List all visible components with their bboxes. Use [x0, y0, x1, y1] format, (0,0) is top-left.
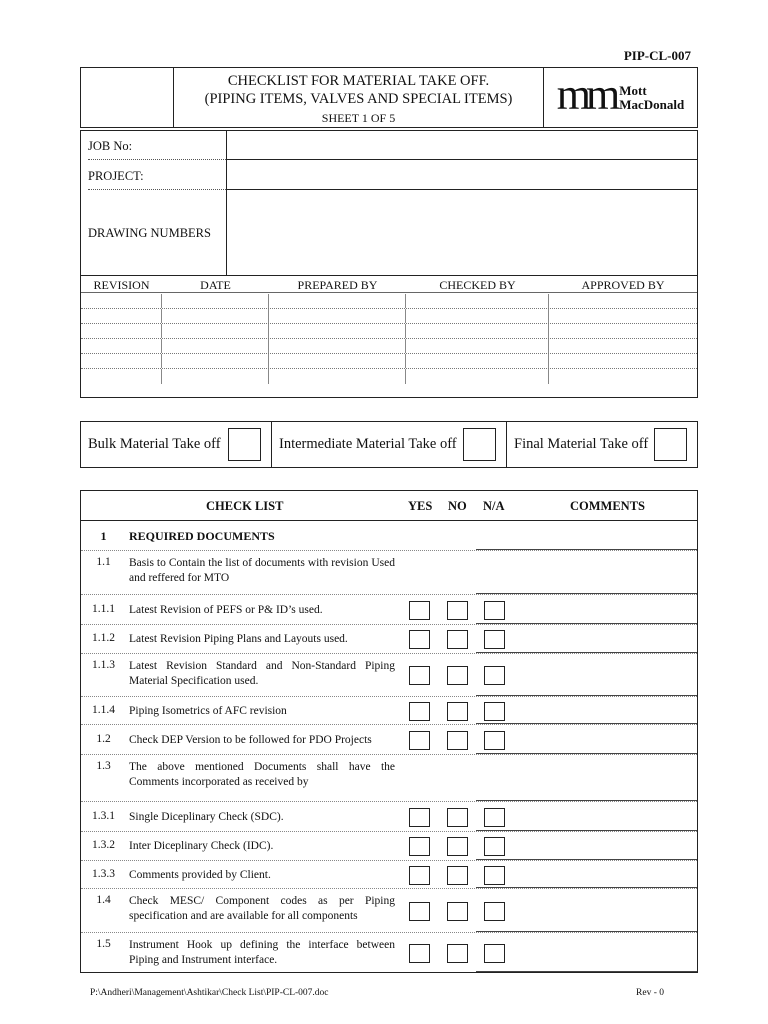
yes-checkbox[interactable]: [409, 666, 430, 685]
logo-line-1: Mott: [619, 82, 647, 98]
item-text: Latest Revision of PEFS or P& ID’s used.: [129, 603, 323, 616]
divider: [81, 275, 697, 276]
checklist-row: [81, 725, 697, 755]
item-number: 1.3: [96, 760, 111, 772]
na-checkbox[interactable]: [484, 944, 505, 963]
item-number: 1.3.2: [92, 839, 115, 851]
yes-checkbox[interactable]: [409, 731, 430, 750]
yes-checkbox[interactable]: [409, 944, 430, 963]
comments-field[interactable]: [476, 859, 697, 860]
yes-checkbox[interactable]: [409, 837, 430, 856]
item-number: 1.1.1: [92, 602, 115, 615]
checklist-header: [81, 499, 697, 515]
drawing-numbers-label: DRAWING NUMBERS: [88, 226, 211, 240]
divider: [88, 189, 226, 190]
header-title-block: [174, 68, 544, 127]
item-text: Latest Revision Standard and Non-Standard Piping Material Specification used.: [129, 660, 395, 687]
checklist-row: [81, 595, 697, 625]
item-text: Basis to Contain the list of documents with revision Used and reffered for MTO: [129, 557, 395, 584]
yes-checkbox[interactable]: [409, 630, 430, 649]
item-number: 1.5: [96, 938, 111, 950]
logo-mark-icon: mm: [556, 69, 616, 119]
title-line-2: (PIPING ITEMS, VALVES AND SPECIAL ITEMS): [204, 91, 513, 107]
yes-checkbox[interactable]: [409, 808, 430, 827]
title-line-1: CHECKLIST FOR MATERIAL TAKE OFF.: [227, 73, 490, 89]
na-checkbox[interactable]: [484, 866, 505, 885]
job-no-field[interactable]: [226, 131, 697, 160]
checklist-row: [81, 933, 697, 973]
checklist-row: [81, 802, 697, 832]
project-field[interactable]: [226, 160, 697, 190]
checklist-row: [81, 861, 697, 889]
checked-by-header: CHECKED BY: [439, 278, 516, 292]
item-text: Piping Isometrics of AFC revision: [129, 704, 287, 717]
logo-line-2: MacDonald: [619, 96, 685, 112]
job-no-label: JOB No:: [88, 139, 133, 153]
no-checkbox[interactable]: [447, 902, 468, 921]
checklist-row: [81, 551, 697, 595]
final-mto-option: [507, 422, 697, 467]
logo-text: [619, 84, 684, 112]
item-text: Single Diceplinary Check (SDC).: [129, 810, 284, 823]
item-number: 1.4: [96, 894, 111, 906]
item-text: Inter Diceplinary Check (IDC).: [129, 840, 274, 852]
na-checkbox[interactable]: [484, 666, 505, 685]
no-checkbox[interactable]: [447, 702, 468, 721]
comments-field[interactable]: [476, 723, 697, 724]
no-checkbox[interactable]: [447, 808, 468, 827]
revision-label: Rev - 0: [636, 988, 664, 998]
no-checkbox[interactable]: [447, 666, 468, 685]
document-reference: PIP-CL-007: [623, 48, 691, 63]
no-checkbox[interactable]: [447, 866, 468, 885]
intermediate-mto-option: [272, 422, 507, 467]
comments-field[interactable]: [476, 695, 697, 696]
checklist-row: [81, 521, 697, 551]
revision-row[interactable]: [81, 324, 697, 339]
final-mto-label: Final Material Take off: [514, 436, 649, 452]
yes-checkbox[interactable]: [409, 902, 430, 921]
item-text: The above mentioned Documents shall have the Comments incorporated as received by: [129, 761, 395, 788]
job-info-section: [80, 130, 698, 398]
revision-header: REVISION: [93, 278, 150, 292]
item-text: Check MESC/ Component codes as per Piping specification and are available for all components: [129, 895, 395, 922]
document-header: [80, 67, 698, 128]
no-checkbox[interactable]: [447, 837, 468, 856]
na-checkbox[interactable]: [484, 902, 505, 921]
na-checkbox[interactable]: [484, 731, 505, 750]
company-logo: [544, 68, 697, 127]
divider: [88, 159, 226, 160]
checklist-row: [81, 832, 697, 861]
approved-by-header: APPROVED BY: [581, 278, 665, 292]
revision-table: [81, 294, 697, 384]
project-label: PROJECT:: [88, 169, 144, 183]
mto-type-selector: [80, 421, 698, 468]
na-checkbox[interactable]: [484, 808, 505, 827]
comments-header: COMMENTS: [570, 499, 645, 513]
comments-field[interactable]: [476, 800, 697, 801]
intermediate-mto-checkbox[interactable]: [463, 428, 496, 461]
prepared-by-header: PREPARED BY: [297, 278, 378, 292]
checklist-row: [81, 755, 697, 802]
item-text: Instrument Hook up defining the interface between Piping and Instrument interface.: [129, 939, 395, 966]
comments-field[interactable]: [476, 753, 697, 754]
comments-field[interactable]: [476, 623, 697, 624]
intermediate-mto-label: Intermediate Material Take off: [279, 436, 457, 452]
bulk-mto-option: [81, 422, 272, 467]
item-number: 1: [100, 528, 107, 543]
checklist-row: [81, 654, 697, 697]
bulk-mto-checkbox[interactable]: [228, 428, 261, 461]
item-number: 1.2: [96, 732, 111, 745]
no-checkbox[interactable]: [447, 731, 468, 750]
no-checkbox[interactable]: [447, 630, 468, 649]
sheet-number: SHEET 1 OF 5: [321, 111, 396, 125]
revision-row[interactable]: [81, 369, 697, 384]
date-header: DATE: [200, 278, 231, 292]
yes-checkbox[interactable]: [409, 702, 430, 721]
final-mto-checkbox[interactable]: [654, 428, 687, 461]
checklist-row: [81, 625, 697, 654]
item-text: Check DEP Version to be followed for PDO Projects: [129, 733, 372, 746]
comments-field[interactable]: [476, 971, 697, 972]
checklist-row: [81, 889, 697, 933]
file-path: P:\Andheri\Management\Ashtikar\Check List\PIP-CL-007.doc: [90, 988, 329, 998]
item-number: 1.3.1: [92, 809, 115, 822]
item-text: REQUIRED DOCUMENTS: [129, 528, 275, 543]
no-checkbox[interactable]: [447, 601, 468, 620]
item-number: 1.1.2: [92, 632, 115, 644]
na-checkbox[interactable]: [484, 837, 505, 856]
item-text: Comments provided by Client.: [129, 868, 271, 881]
revision-row[interactable]: [81, 309, 697, 324]
na-checkbox[interactable]: [484, 702, 505, 721]
bulk-mto-label: Bulk Material Take off: [88, 436, 221, 452]
item-text: Latest Revision Piping Plans and Layouts used.: [129, 633, 348, 645]
item-number: 1.1.4: [92, 703, 115, 716]
checklist-row: [81, 697, 697, 725]
yes-checkbox[interactable]: [409, 866, 430, 885]
revision-row[interactable]: [81, 294, 697, 309]
comments-field[interactable]: [476, 830, 697, 831]
check-list-header: CHECK LIST: [206, 499, 284, 513]
item-number: 1.3.3: [92, 867, 115, 880]
no-checkbox[interactable]: [447, 944, 468, 963]
revision-table-header: [81, 279, 697, 293]
comments-field[interactable]: [476, 593, 697, 594]
comments-field[interactable]: [476, 549, 697, 550]
checklist-table: [80, 490, 698, 973]
item-number: 1.1.3: [92, 659, 115, 671]
yes-checkbox[interactable]: [409, 601, 430, 620]
header-blank-cell: [81, 68, 174, 127]
no-header: NO: [448, 499, 467, 513]
revision-row[interactable]: [81, 339, 697, 354]
comments-field[interactable]: [476, 931, 697, 932]
na-checkbox[interactable]: [484, 601, 505, 620]
comments-field[interactable]: [476, 652, 697, 653]
na-checkbox[interactable]: [484, 630, 505, 649]
drawing-numbers-field[interactable]: [226, 190, 697, 275]
revision-row[interactable]: [81, 354, 697, 369]
comments-field[interactable]: [476, 887, 697, 888]
yes-header: YES: [408, 499, 433, 513]
na-header: N/A: [483, 499, 505, 513]
item-number: 1.1: [96, 556, 111, 568]
